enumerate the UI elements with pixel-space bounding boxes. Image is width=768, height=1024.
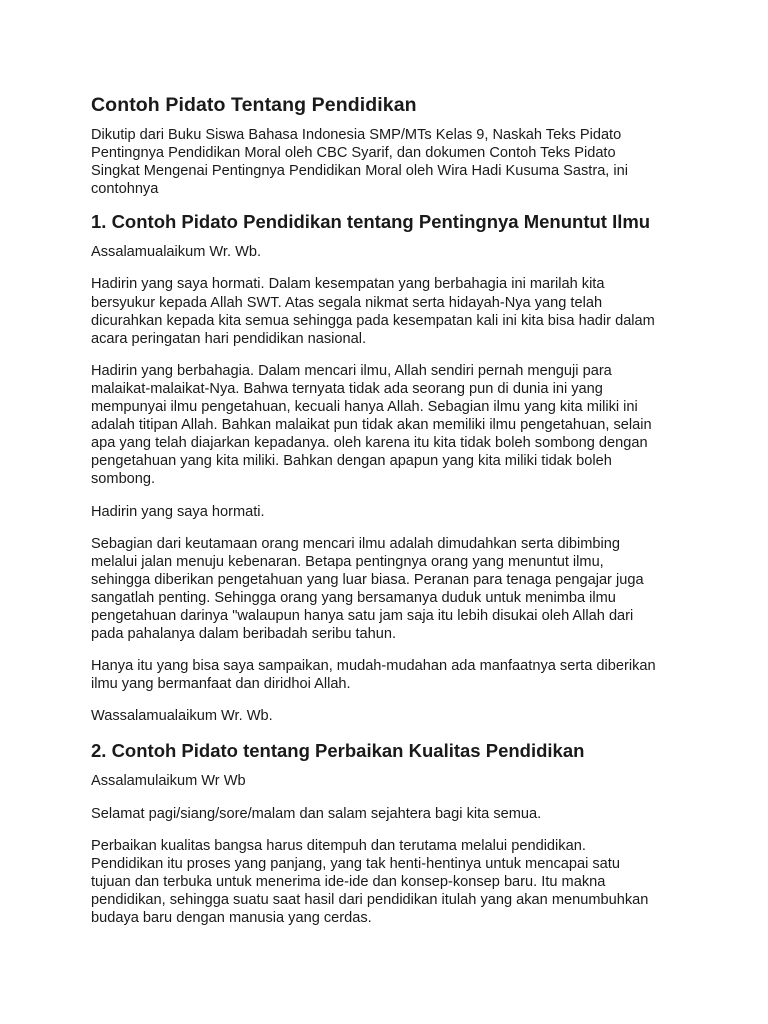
section-2-greeting: Assalamulaikum Wr Wb	[91, 773, 246, 790]
section-1-closing: Wassalamualaikum Wr. Wb.	[91, 708, 273, 725]
section-1-paragraph-2: Hadirin yang saya hormati. Dalam kesempatan yang berbahagia ini marilah kita bersyukur kepada Allah SWT. Atas segala nikmat serta hidayah-Nya yang telah dicurahkan kepada kita semua sehingga pada kesempatan kali ini kita bisa hadir dalam acara peringatan hari pendidikan nasional.	[91, 276, 655, 347]
section-2-heading: 2. Contoh Pidato tentang Perbaikan Kualitas Pendidikan	[91, 740, 585, 762]
document-page	[91, 92, 691, 941]
document-title: Contoh Pidato Tentang Pendidikan	[91, 94, 417, 116]
section-2-paragraph-2: Selamat pagi/siang/sore/malam dan salam sejahtera bagi kita semua.	[91, 805, 542, 822]
section-1-paragraph-4: Hadirin yang saya hormati.	[91, 503, 265, 520]
section-1-paragraph-5: Sebagian dari keutamaan orang mencari ilmu adalah dimudahkan serta dibimbing melalui jalan menuju kebenaran. Betapa pentingnya orang yang menuntut ilmu, sehingga diberikan pengetahuan yang luar biasa. Peranan para tenaga pengajar juga sangatlah penting. Sehingga orang yang bersamanya duduk untuk menimba ilmu pengetahuan darinya "walaupun hanya satu jam saja itu lebih disukai oleh Allah dari pada pahalanya dalam beribadah seribu tahun.	[91, 535, 644, 643]
section-1-heading: 1. Contoh Pidato Pendidikan tentang Pentingnya Menuntut Ilmu	[91, 211, 651, 233]
section-1-paragraph-6: Hanya itu yang bisa saya sampaikan, mudah-mudahan ada manfaatnya serta diberikan ilmu yang bermanfaat dan diridhoi Allah.	[91, 658, 656, 693]
section-2-paragraph-3: Perbaikan kualitas bangsa harus ditempuh dan terutama melalui pendidikan. Pendidikan itu proses yang panjang, yang tak henti-hentinya untuk mencapai satu tujuan dan terbuka untuk menerima ide-ide dan konsep-konsep baru. Itu makna pendidikan, sehingga suatu saat hasil dari pendidikan itulah yang akan menumbuhkan budaya baru dengan manusia yang cerdas.	[91, 837, 649, 926]
section-1-paragraph-3: Hadirin yang berbahagia. Dalam mencari ilmu, Allah sendiri pernah menguji para malaikat-malaikat-Nya. Bahwa ternyata tidak ada seorang pun di dunia ini yang mempunyai ilmu pengetahuan, kecuali hanya Allah. Sebagian ilmu yang kita miliki ini adalah titipan Allah. Bahkan malaikat pun tidak akan memiliki ilmu pengetahuan, selain apa yang telah diajarkan kepadanya. oleh karena itu kita tidak boleh sombong dengan pengetahuan yang kita miliki. Bahkan dengan apapun yang kita miliki tidak boleh sombong.	[91, 362, 652, 488]
intro-paragraph: Dikutip dari Buku Siswa Bahasa Indonesia SMP/MTs Kelas 9, Naskah Teks Pidato Pentingnya Pendidikan Moral oleh CBC Syarif, dan dokumen Contoh Teks Pidato Singkat Mengenai Pentingnya Pendidikan Moral oleh Wira Hadi Kusuma Sastra, ini contohnya	[91, 127, 629, 198]
section-1-greeting: Assalamualaikum Wr. Wb.	[91, 244, 262, 261]
